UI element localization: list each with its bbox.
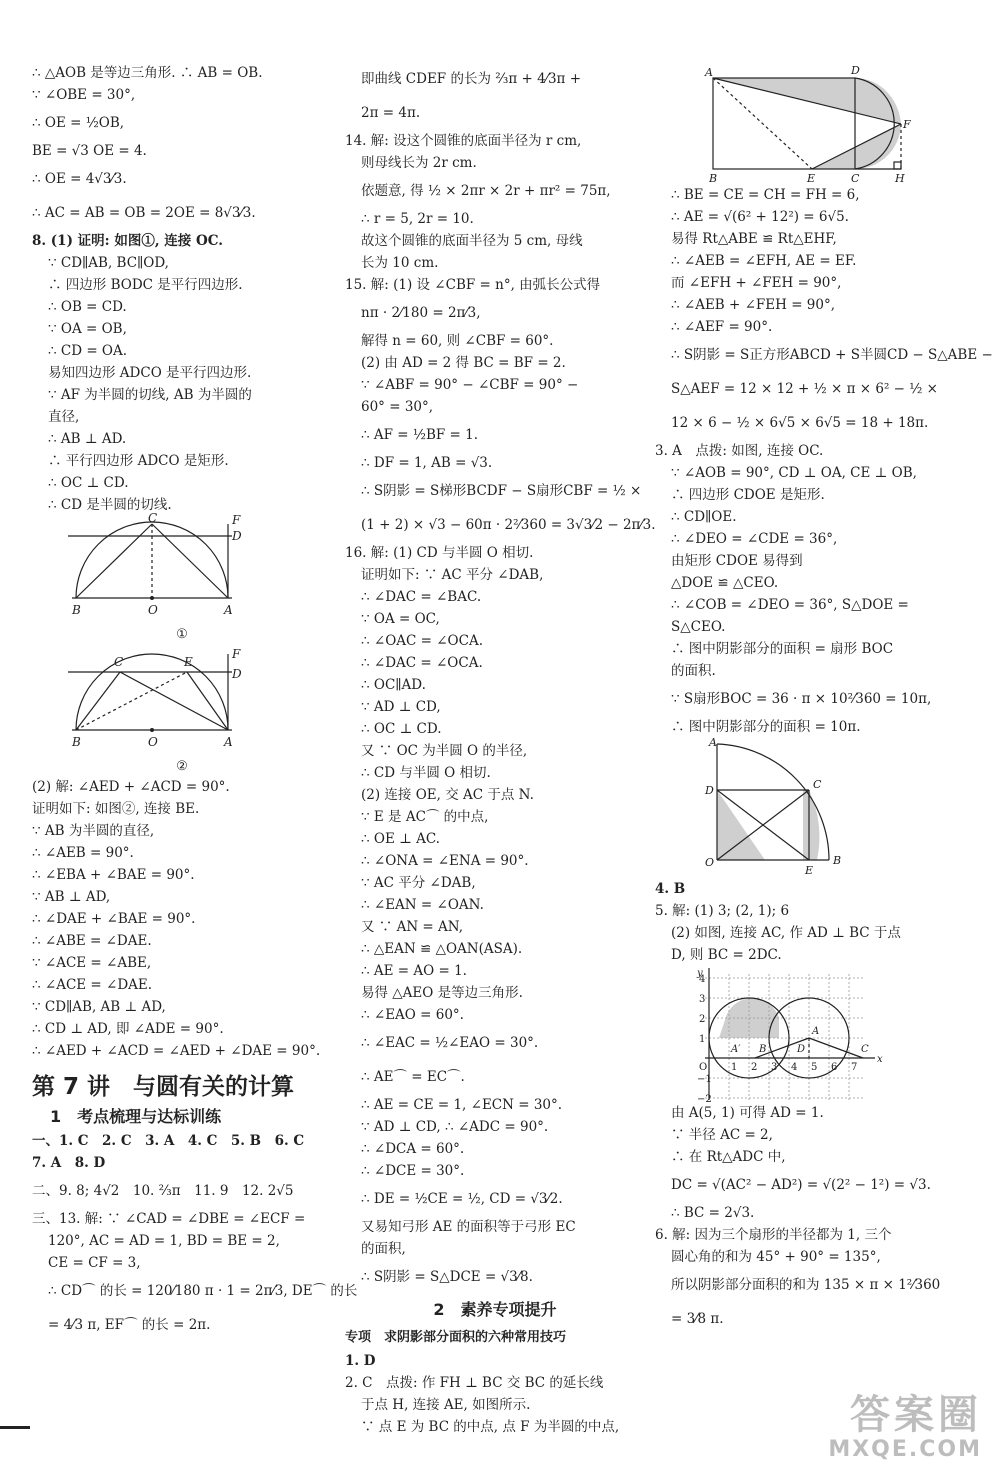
- text-line: ∴ ∠EBA + ∠BAE = 90°.: [32, 867, 195, 883]
- figure-quarter-circle: [705, 738, 865, 878]
- text-line: (2) 由 AD = 2 得 BC = BF = 2.: [361, 355, 566, 371]
- svg-text:x: x: [877, 1054, 883, 1065]
- svg-text:4: 4: [791, 1062, 798, 1073]
- text-line: 14. 解: 设这个圆锥的底面半径为 r cm,: [345, 133, 582, 149]
- svg-text:B: B: [759, 1044, 767, 1055]
- svg-text:2: 2: [751, 1062, 758, 1073]
- text-line: ∵ CD∥AB, BC∥OD,: [48, 255, 169, 271]
- text-line: ∴ ∠DAC = ∠BAC.: [361, 589, 482, 605]
- text-line: ∴ CD ⊥ AD, 即 ∠ADE = 90°.: [32, 1021, 224, 1037]
- text-line: 圆心角的和为 45° + 90° = 135°,: [671, 1249, 881, 1265]
- text-line: ∴ DF = 1, AB = √3.: [361, 455, 493, 471]
- text-line: ∵ ∠ACE = ∠ABE,: [32, 955, 152, 971]
- svg-text:C: C: [813, 778, 822, 791]
- text-line: 2. C 点拨: 作 FH ⊥ BC 交 BC 的延长线: [345, 1375, 604, 1391]
- text-line: 60° = 30°,: [361, 399, 434, 415]
- text-line: 一、1. C 2. C 3. A 4. C 5. B 6. C: [32, 1133, 305, 1149]
- text-line: 2π = 4π.: [361, 105, 421, 121]
- text-line: D, 则 BC = 2DC.: [671, 947, 782, 963]
- special-answers: [345, 1350, 645, 1438]
- text-line: ∴ 图中阴影部分的面积 = 扇形 BOC: [671, 641, 894, 657]
- text-line: 所以阴影部分面积的和为 135 × π × 1²⁄360: [671, 1277, 941, 1293]
- svg-text:O: O: [148, 735, 158, 749]
- text-line: 易知四边形 ADCO 是平行四边形.: [48, 365, 252, 381]
- section-title: 1 考点梳理与达标训练: [50, 1107, 222, 1126]
- text-line: ∵ E 是 AC⌒ 的中点,: [361, 809, 489, 825]
- svg-text:D: D: [232, 667, 242, 681]
- column-2: [345, 62, 656, 1438]
- svg-text:1: 1: [731, 1062, 738, 1073]
- text-line: ∴ CD⌒ 的长 = 120⁄180 π · 1 = 2π⁄3, DE⌒ 的长: [48, 1283, 358, 1299]
- special-topic-title: 专项 求阴影部分面积的六种常用技巧: [345, 1330, 567, 1345]
- text-line: ∴ S阴影 = S梯形BCDF − S扇形CBF = ½ ×: [361, 483, 642, 499]
- figure-1-semicircle: [32, 511, 292, 626]
- text-line: ∴ ∠DEO = ∠CDE = 36°,: [671, 531, 838, 547]
- svg-text:A: A: [705, 66, 713, 79]
- svg-text:E: E: [184, 655, 193, 669]
- text-line: ∴ AC = AB = OB = 2OE = 8√3⁄3.: [32, 205, 256, 221]
- question-8-part-2: [32, 776, 332, 1062]
- col3-block-a: [655, 184, 993, 440]
- text-line: 证明如下: 如图②, 连接 BE.: [32, 801, 200, 817]
- text-line: ∴ ∠AEB = 90°.: [32, 845, 134, 861]
- label-c: C: [148, 511, 158, 525]
- svg-text:B: B: [833, 854, 842, 867]
- question-13: [32, 1208, 358, 1342]
- lecture-title: 第 7 讲 与圆有关的计算: [32, 1074, 295, 1100]
- text-line: ∴ 在 Rt△ADC 中,: [671, 1149, 786, 1165]
- text-line: ∴ S阴影 = S△DCE = √3⁄8.: [361, 1269, 533, 1285]
- text-line: ∴ △EAN ≌ △OAN(ASA).: [361, 941, 523, 957]
- text-line: 12 × 6 − ½ × 6√5 × 6√5 = 18 + 18π.: [671, 415, 929, 431]
- text-line: ∴ CD∥OE.: [671, 509, 737, 525]
- text-line: ∵ ∠ABF = 90° − ∠CBF = 90° −: [361, 377, 579, 393]
- text-line: ∴ AF = ½BF = 1.: [361, 427, 479, 443]
- text-line: ∴ AB ⊥ AD.: [48, 431, 127, 447]
- svg-text:−2: −2: [697, 1094, 712, 1105]
- svg-text:O: O: [699, 1062, 708, 1073]
- text-line: ∵ CD∥AB, AB ⊥ AD,: [32, 999, 166, 1015]
- figure-caption: ②: [176, 759, 188, 774]
- svg-text:A: A: [709, 736, 717, 749]
- figure-coordinate-circles: [695, 966, 885, 1105]
- text-line: 三、13. 解: ∵ ∠CAD = ∠DBE = ∠ECF =: [32, 1211, 306, 1227]
- text-line: 依题意, 得 ½ × 2πr × 2r + πr² = 75π,: [361, 183, 611, 199]
- figure-square-semicircle: [705, 62, 911, 185]
- text-line: S△CEO.: [671, 619, 726, 635]
- label-b: B: [72, 603, 81, 617]
- text-line: nπ · 2⁄180 = 2π⁄3,: [361, 305, 481, 321]
- text-line: △DOE ≌ △CEO.: [671, 575, 779, 591]
- text-line: 解得 n = 60, 则 ∠CBF = 60°.: [361, 333, 554, 349]
- text-line: BE = √3 OE = 4.: [32, 143, 147, 159]
- text-line: 易得 △AEO 是等边三角形.: [361, 985, 523, 1001]
- svg-text:B: B: [72, 735, 81, 749]
- text-line: 于点 H, 连接 AE, 如图所示.: [361, 1397, 531, 1413]
- svg-text:E: E: [807, 172, 816, 185]
- text-line: ∴ ∠EAO = 60°.: [361, 1007, 464, 1023]
- watermark-logo-text: 答案圈: [850, 1392, 982, 1438]
- section-2-title: 2 素养专项提升: [433, 1300, 557, 1319]
- text-line: 15. 解: (1) 设 ∠CBF = n°, 由弧长公式得: [345, 277, 601, 293]
- text-line: ∵ AB ⊥ AD,: [32, 889, 111, 905]
- figure-2-semicircle: [32, 648, 292, 758]
- question-3: [655, 440, 975, 738]
- svg-text:3: 3: [771, 1062, 778, 1073]
- text-line: ∴ ∠OAC = ∠OCA.: [361, 633, 483, 649]
- question-15: [345, 274, 656, 542]
- text-line: 1. D: [345, 1353, 376, 1369]
- col1-block-a: [32, 62, 332, 230]
- svg-text:6: 6: [831, 1062, 838, 1073]
- text-line: ∴ ∠ABE = ∠DAE.: [32, 933, 152, 949]
- text-line: (2) 如图, 连接 AC, 作 AD ⊥ BC 于点: [671, 925, 901, 941]
- watermark: [828, 1393, 982, 1463]
- text-line: ∴ ∠EAC = ½∠EAO = 30°.: [361, 1035, 539, 1051]
- svg-text:C: C: [861, 1044, 869, 1055]
- text-line: ∴ ∠ONA = ∠ENA = 90°.: [361, 853, 529, 869]
- text-line: ∴ 四边形 BODC 是平行四边形.: [48, 277, 243, 293]
- text-line: ∴ OE ⊥ AC.: [361, 831, 440, 847]
- text-line: 而 ∠EFH + ∠FEH = 90°,: [671, 275, 842, 291]
- text-line: ∴ △AOB 是等边三角形. ∴ AB = OB.: [32, 65, 263, 81]
- text-line: ∴ ∠DCA = 60°.: [361, 1141, 465, 1157]
- text-line: 5. 解: (1) 3; (2, 1); 6: [655, 903, 790, 919]
- text-line: 又 ∵ OC 为半圆 O 的半径,: [361, 743, 528, 759]
- svg-text:D: D: [705, 784, 714, 797]
- text-line: ∴ CD 与半圆 O 相切.: [361, 765, 491, 781]
- text-line: ∴ ∠AEB + ∠FEH = 90°,: [671, 297, 836, 313]
- text-line: ∴ AE = √(6² + 12²) = 6√5.: [671, 209, 849, 225]
- text-line: ∴ CD 是半圆的切线.: [48, 497, 172, 513]
- text-line: ∴ 图中阴影部分的面积 = 10π.: [671, 719, 861, 735]
- text-line: (2) 连接 OE, 交 AC 于点 N.: [361, 787, 534, 803]
- col2-block-a: [345, 62, 645, 130]
- text-line: ∵ AD ⊥ CD,: [361, 699, 441, 715]
- svg-text:1: 1: [699, 1034, 706, 1045]
- svg-text:A′: A′: [731, 1044, 741, 1055]
- text-line: ∴ AE⌒ = EC⌒.: [361, 1069, 465, 1085]
- text-line: ∴ S阴影 = S正方形ABCD + S半圆CD − S△ABE −: [671, 347, 993, 363]
- text-line: ∴ BE = CE = CH = FH = 6,: [671, 187, 860, 203]
- column-1: [32, 62, 358, 1342]
- text-line: 证明如下: ∵ AC 平分 ∠DAB,: [361, 567, 544, 583]
- text-line: ∴ 四边形 CDOE 是矩形.: [671, 487, 825, 503]
- text-line: ∵ AC 平分 ∠DAB,: [361, 875, 476, 891]
- svg-text:D: D: [851, 64, 860, 77]
- label-a: A: [224, 603, 233, 617]
- text-line: 3. A 点拨: 如图, 连接 OC.: [655, 443, 824, 459]
- answer-key: [32, 1130, 332, 1208]
- text-line: ∴ OE = 4√3⁄3.: [32, 171, 127, 187]
- text-line: 的面积.: [671, 663, 716, 679]
- text-line: ∵ AF 为半圆的切线, AB 为半圆的: [48, 387, 252, 403]
- text-line: ∵ OA = OC,: [361, 611, 440, 627]
- questions-4-5: [655, 878, 975, 966]
- text-line: 长为 10 cm.: [361, 255, 439, 271]
- text-line: (1 + 2) × √3 − 60π · 2²⁄360 = 3√3⁄2 − 2π⁄3.: [361, 517, 656, 533]
- text-line: ∴ ∠AEB = ∠EFH, AE = EF.: [671, 253, 857, 269]
- text-line: ∵ 点 E 为 BC 的中点, 点 F 为半圆的中点,: [361, 1419, 620, 1435]
- text-line: 又 ∵ AN = AN,: [361, 919, 464, 935]
- text-line: ∵ S扇形BOC = 36 · π × 10²⁄360 = 10π,: [671, 691, 932, 707]
- question-14: [345, 130, 645, 274]
- svg-text:4: 4: [699, 974, 706, 985]
- text-line: CE = CF = 3,: [48, 1255, 141, 1271]
- text-line: 6. 解: 因为三个扇形的半径都为 1, 三个: [655, 1227, 892, 1243]
- text-line: ∴ ∠DCE = 30°.: [361, 1163, 465, 1179]
- question-6: [655, 1224, 975, 1336]
- text-line: ∴ ∠DAC = ∠OCA.: [361, 655, 483, 671]
- svg-text:O: O: [705, 856, 715, 869]
- text-line: ∵ 半径 AC = 2,: [671, 1127, 773, 1143]
- svg-text:F: F: [903, 118, 911, 131]
- text-line: ∴ ∠COB = ∠DEO = 36°, S△DOE =: [671, 597, 909, 613]
- text-line: ∴ ∠ACE = ∠DAE.: [32, 977, 153, 993]
- text-line: ∵ OA = OB,: [48, 321, 127, 337]
- page-mark: [0, 1426, 30, 1429]
- text-line: ∴ ∠AED + ∠ACD = ∠AED + ∠DAE = 90°.: [32, 1043, 321, 1059]
- text-line: ∴ CD = OA.: [48, 343, 128, 359]
- text-line: 二、9. 8; 4√2 10. ⅔π 11. 9 12. 2√5: [32, 1183, 294, 1199]
- text-line: ∴ OC∥AD.: [361, 677, 426, 693]
- svg-text:2: 2: [699, 1014, 706, 1025]
- svg-text:C: C: [114, 655, 124, 669]
- svg-text:5: 5: [811, 1062, 818, 1073]
- text-line: ∴ ∠AEF = 90°.: [671, 319, 773, 335]
- text-line: 即曲线 CDEF 的长为 ⅔π + 4⁄3π +: [361, 71, 582, 87]
- column-3: [655, 62, 993, 1336]
- text-line: S△AEF = 12 × 12 + ½ × π × 6² − ½ ×: [671, 381, 938, 397]
- text-line: ∴ OC ⊥ CD.: [361, 721, 442, 737]
- text-line: ∵ AD ⊥ CD, ∴ ∠ADC = 90°.: [361, 1119, 549, 1135]
- text-line: 直径,: [48, 409, 80, 425]
- text-line: 易得 Rt△ABE ≌ Rt△EHF,: [671, 231, 837, 247]
- svg-text:7: 7: [851, 1062, 858, 1073]
- figure-caption: ①: [176, 627, 188, 642]
- text-line: DC = √(AC² − AD²) = √(2² − 1²) = √3.: [671, 1177, 931, 1193]
- text-line: ∴ OC ⊥ CD.: [48, 475, 129, 491]
- text-line: ∴ 平行四边形 ADCO 是矩形.: [48, 453, 229, 469]
- text-line: ∴ OB = CD.: [48, 299, 127, 315]
- text-line: 120°, AC = AD = 1, BD = BE = 2,: [48, 1233, 280, 1249]
- text-line: 的面积,: [361, 1241, 406, 1257]
- svg-text:E: E: [805, 864, 814, 877]
- svg-text:A: A: [812, 1026, 820, 1037]
- label-f: F: [232, 513, 241, 527]
- watermark-url: MXQE.COM: [828, 1437, 982, 1462]
- text-line: ∴ DE = ½CE = ½, CD = √3⁄2.: [361, 1191, 563, 1207]
- svg-text:y: y: [697, 968, 703, 979]
- text-line: 由 A(5, 1) 可得 AD = 1.: [671, 1105, 824, 1121]
- text-line: 16. 解: (1) CD 与半圆 O 相切.: [345, 545, 534, 561]
- question-5-part-2: [655, 1102, 975, 1224]
- text-line: 则母线长为 2r cm.: [361, 155, 477, 171]
- text-line: = 4⁄3 π, EF⌒ 的长 = 2π.: [48, 1317, 211, 1333]
- text-line: ∵ ∠AOB = 90°, CD ⊥ OA, CE ⊥ OB,: [671, 465, 917, 481]
- text-line: ∴ BC = 2√3.: [671, 1205, 755, 1221]
- text-line: 4. B: [655, 881, 686, 897]
- svg-text:H: H: [895, 172, 905, 185]
- text-line: ∴ AE = AO = 1.: [361, 963, 467, 979]
- text-line: 又易知弓形 AE 的面积等于弓形 EC: [361, 1219, 576, 1235]
- svg-text:B: B: [709, 172, 718, 185]
- text-line: ∵ AB 为半圆的直径,: [32, 823, 155, 839]
- svg-text:−1: −1: [697, 1074, 712, 1085]
- text-line: 7. A 8. D: [32, 1155, 106, 1171]
- question-8: [32, 230, 332, 516]
- text-line: 由矩形 CDOE 易得到: [671, 553, 803, 569]
- text-line: ∴ ∠EAN = ∠OAN.: [361, 897, 484, 913]
- label-d: D: [232, 529, 242, 543]
- svg-text:C: C: [851, 172, 860, 185]
- text-line: = 3⁄8 π.: [671, 1311, 724, 1327]
- question-16: [345, 542, 645, 1294]
- svg-text:F: F: [232, 647, 241, 661]
- svg-text:3: 3: [699, 994, 706, 1005]
- text-line: (2) 解: ∠AED + ∠ACD = 90°.: [32, 779, 230, 795]
- text-line: ∵ ∠OBE = 30°,: [32, 87, 136, 103]
- text-line: ∴ r = 5, 2r = 10.: [361, 211, 474, 227]
- svg-text:A: A: [224, 735, 233, 749]
- label-o: O: [148, 603, 158, 617]
- svg-text:D: D: [797, 1044, 806, 1055]
- question-heading: 8. (1) 证明: 如图①, 连接 OC.: [32, 233, 223, 249]
- text-line: ∴ AE = CE = 1, ∠ECN = 30°.: [361, 1097, 563, 1113]
- text-line: ∴ ∠DAE + ∠BAE = 90°.: [32, 911, 196, 927]
- text-line: ∴ OE = ½OB,: [32, 115, 125, 131]
- text-line: 故这个圆锥的底面半径为 5 cm, 母线: [361, 233, 583, 249]
